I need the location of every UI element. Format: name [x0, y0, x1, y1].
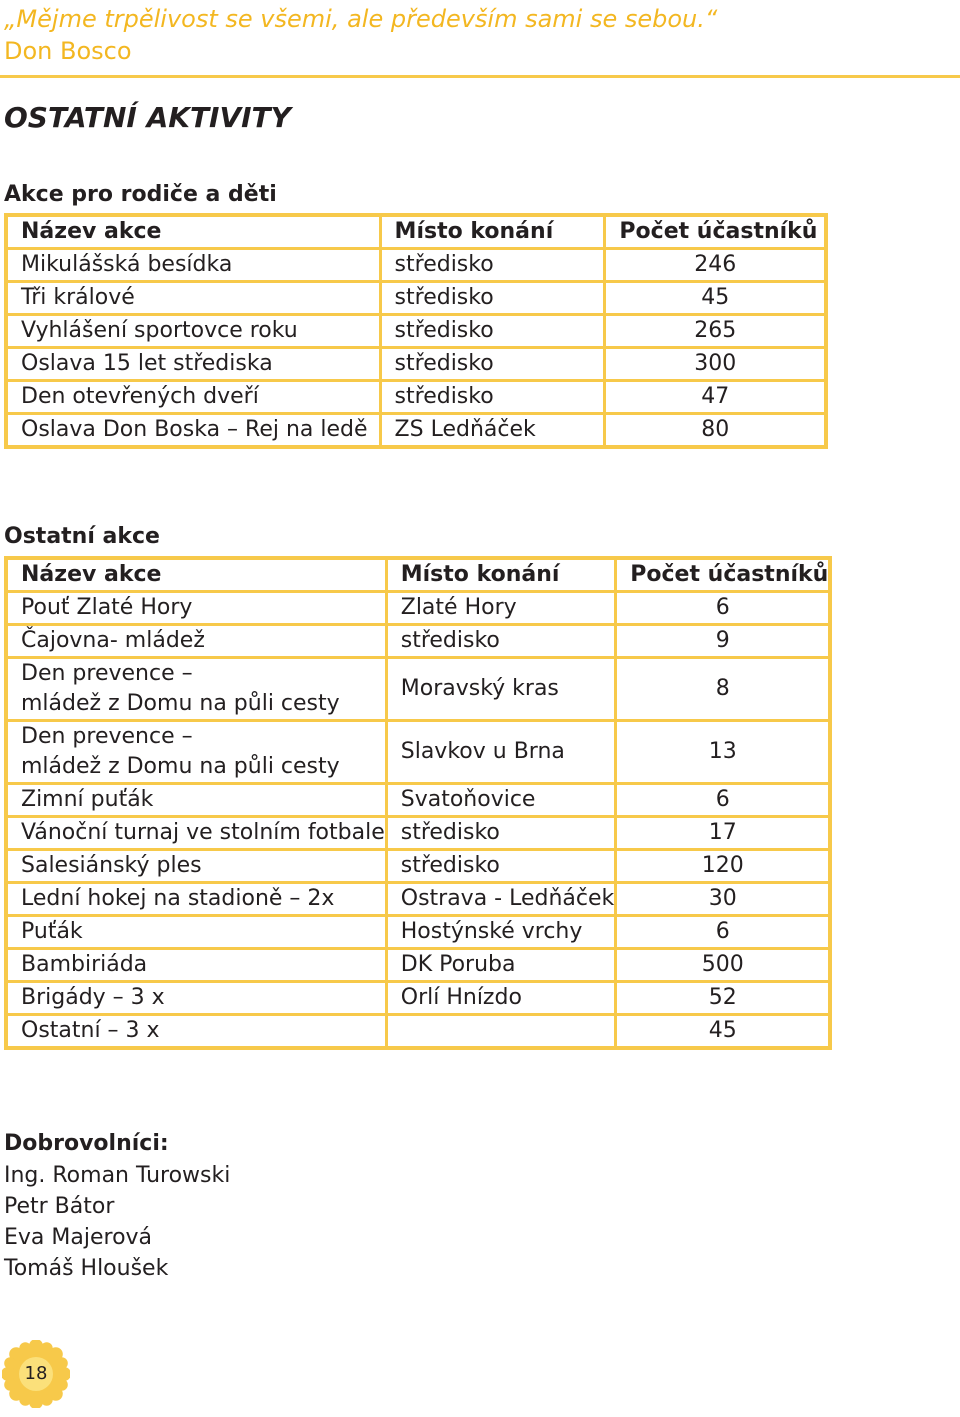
quote: „Mějme trpělivost se všemi, ale především sami se sebou.“	[4, 5, 718, 33]
table-row	[6, 592, 830, 625]
table-row	[6, 282, 826, 315]
venue-cell: Moravský kras	[386, 658, 616, 721]
volunteers-title: Dobrovolníci:	[4, 1131, 169, 1156]
event-name-cell: Vyhlášení sportovce roku	[6, 315, 380, 348]
venue-cell: Hostýnské vrchy	[386, 916, 616, 949]
table-row	[6, 721, 830, 784]
event-name-cell: Zimní puťák	[6, 784, 386, 817]
parents-children-events-table	[4, 213, 828, 449]
participants-cell: 246	[605, 249, 826, 282]
event-name-cell: Pouť Zlaté Hory	[6, 592, 386, 625]
venue-cell: středisko	[380, 381, 605, 414]
table-header-row	[6, 215, 826, 249]
venue-cell: středisko	[380, 315, 605, 348]
table-row	[6, 784, 830, 817]
participants-cell: 300	[605, 348, 826, 381]
venue-cell: středisko	[380, 348, 605, 381]
event-name-cell: Čajovna- mládež	[6, 625, 386, 658]
table-row	[6, 949, 830, 982]
participants-cell: 80	[605, 414, 826, 448]
header-event-name: Název akce	[6, 558, 386, 592]
participants-cell: 265	[605, 315, 826, 348]
volunteers-list	[4, 1160, 230, 1284]
event-name-cell: Den otevřených dveří	[6, 381, 380, 414]
venue-cell: Ostrava - Ledňáček	[386, 883, 616, 916]
participants-cell: 45	[605, 282, 826, 315]
volunteer-name: Petr Bátor	[4, 1194, 115, 1219]
table-row	[6, 982, 830, 1015]
table-row	[6, 315, 826, 348]
event-name-cell: Lední hokej na stadioně – 2x	[6, 883, 386, 916]
event-name-cell: Tři králové	[6, 282, 380, 315]
event-name-cell: Oslava Don Boska – Rej na ledě	[6, 414, 380, 448]
event-name-cell: Brigády – 3 x	[6, 982, 386, 1015]
venue-cell: středisko	[380, 282, 605, 315]
venue-cell: středisko	[386, 850, 616, 883]
participants-cell: 6	[616, 592, 831, 625]
quote-author: Don Bosco	[4, 37, 132, 65]
participants-cell: 9	[616, 625, 831, 658]
table2-title: Ostatní akce	[4, 524, 160, 549]
venue-cell: Slavkov u Brna	[386, 721, 616, 784]
other-events-table	[4, 556, 832, 1050]
volunteer-name: Eva Majerová	[4, 1225, 153, 1250]
table-row	[6, 883, 830, 916]
section-title: OSTATNÍ AKTIVITY	[4, 101, 291, 134]
header-participants: Počet účastníků	[605, 215, 826, 249]
table-row	[6, 850, 830, 883]
venue-cell: Orlí Hnízdo	[386, 982, 616, 1015]
event-name-cell	[6, 658, 386, 721]
venue-cell: středisko	[380, 249, 605, 282]
event-name-line: Den prevence –	[21, 724, 193, 749]
table-row	[6, 381, 826, 414]
participants-cell: 17	[616, 817, 831, 850]
event-name-cell: Oslava 15 let střediska	[6, 348, 380, 381]
venue-cell: středisko	[386, 625, 616, 658]
table-row	[6, 414, 826, 448]
page-number-badge	[2, 1340, 70, 1408]
participants-cell: 52	[616, 982, 831, 1015]
venue-cell	[386, 1015, 616, 1049]
participants-cell: 13	[616, 721, 831, 784]
table-row	[6, 817, 830, 850]
participants-cell: 6	[616, 916, 831, 949]
table1-title: Akce pro rodiče a děti	[4, 182, 277, 207]
event-name-line: mládež z Domu na půli cesty	[21, 691, 340, 716]
header-venue: Místo konání	[386, 558, 616, 592]
table-header-row	[6, 558, 830, 592]
event-name-cell	[6, 721, 386, 784]
table-row	[6, 249, 826, 282]
event-name-line: mládež z Domu na půli cesty	[21, 754, 340, 779]
header-divider	[0, 75, 960, 78]
participants-cell: 30	[616, 883, 831, 916]
participants-cell: 8	[616, 658, 831, 721]
venue-cell: Svatoňovice	[386, 784, 616, 817]
venue-cell: středisko	[386, 817, 616, 850]
event-name-cell: Salesiánský ples	[6, 850, 386, 883]
table-row	[6, 658, 830, 721]
venue-cell: Zlaté Hory	[386, 592, 616, 625]
event-name-cell: Mikulášská besídka	[6, 249, 380, 282]
venue-cell: DK Poruba	[386, 949, 616, 982]
table-row	[6, 625, 830, 658]
page-number: 18	[24, 1363, 48, 1384]
event-name-cell: Vánoční turnaj ve stolním fotbale	[6, 817, 386, 850]
event-name-cell: Puťák	[6, 916, 386, 949]
header-event-name: Název akce	[6, 215, 380, 249]
participants-cell: 45	[616, 1015, 831, 1049]
participants-cell: 120	[616, 850, 831, 883]
event-name-cell: Bambiriáda	[6, 949, 386, 982]
event-name-cell: Ostatní – 3 x	[6, 1015, 386, 1049]
participants-cell: 47	[605, 381, 826, 414]
event-name-line: Den prevence –	[21, 661, 193, 686]
table-row	[6, 1015, 830, 1049]
table-row	[6, 348, 826, 381]
participants-cell: 6	[616, 784, 831, 817]
header-participants: Počet účastníků	[616, 558, 831, 592]
volunteer-name: Tomáš Hloušek	[4, 1256, 169, 1281]
header-venue: Místo konání	[380, 215, 605, 249]
volunteer-name: Ing. Roman Turowski	[4, 1163, 231, 1188]
participants-cell: 500	[616, 949, 831, 982]
table-row	[6, 916, 830, 949]
venue-cell: ZS Ledňáček	[380, 414, 605, 448]
